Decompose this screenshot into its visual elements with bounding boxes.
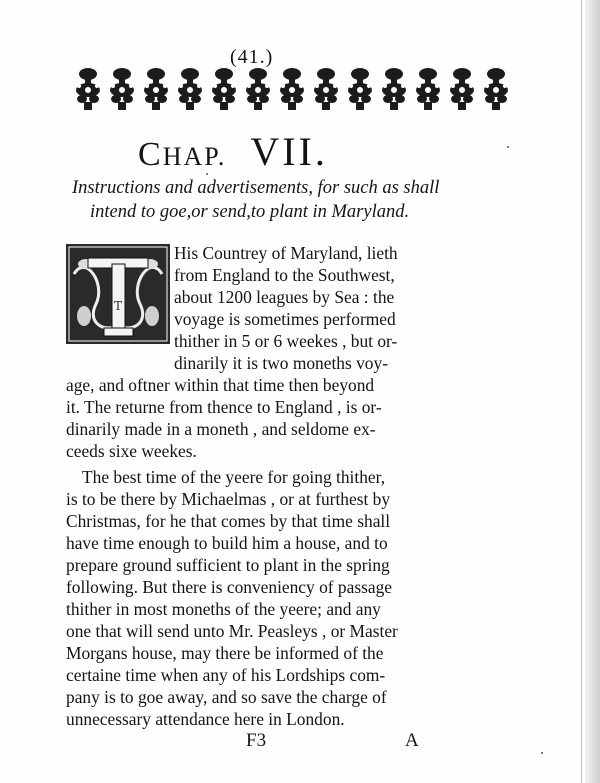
text-line: The best time of the yeere for going thither, [82, 467, 386, 487]
text-line: Christmas, for he that comes by that time shall [66, 511, 391, 531]
text-line: dinarily it is two moneths voy- [174, 353, 388, 373]
text-line: have time enough to build him a house, and to [66, 533, 388, 553]
text-line: about 1200 leagues by Sea : the [174, 287, 395, 307]
ornament-headpiece-icon [71, 66, 513, 112]
text-line: one that will send unto Mr. Peasleys , or Master [66, 621, 398, 641]
text-line: it. The returne from thence to England , is or- [66, 397, 382, 417]
page-number: (41.) [230, 46, 274, 68]
text-line: pany is to goe away, and so save the charge of [66, 687, 387, 707]
subtitle-line: Instructions and advertisements, for such as shall [72, 178, 440, 198]
text-line: thither in 5 or 6 weekes , but or- [174, 331, 398, 351]
text-line: Morgans house, may there be informed of the [66, 643, 384, 663]
signature-mark: F3 [246, 730, 267, 751]
chapter-heading-initial: C [138, 136, 163, 173]
drop-cap-letter: T [113, 299, 123, 313]
text-line: certaine time when any of his Lordships com- [66, 665, 386, 685]
text-line: unnecessary attendance here in London. [66, 709, 345, 729]
paper-speck [206, 173, 208, 175]
page-edge-line [581, 0, 582, 783]
subtitle-line: intend to goe,or send,to plant in Maryland. [90, 202, 410, 222]
text-line: voyage is sometimes performed [174, 309, 396, 329]
catchword: A [405, 730, 419, 751]
text-line: following. But there is conveniency of passage [66, 577, 392, 597]
text-line: dinarily made in a moneth , and seldome ex- [66, 419, 376, 439]
chapter-heading [138, 128, 328, 175]
paper-speck [541, 752, 543, 754]
text-line: thither in most moneths of the yeere; and any [66, 599, 381, 619]
text-line: age, and oftner within that time then beyond [66, 375, 375, 395]
text-line: from England to the Southwest, [174, 265, 395, 285]
text-line: ceeds sixe weekes. [66, 441, 197, 461]
chapter-numeral: VII. [250, 129, 328, 174]
page-edge-shadow [585, 0, 600, 783]
decorated-initial-t-icon [66, 244, 170, 344]
text-line: His Countrey of Maryland, lieth [174, 243, 398, 263]
text-line: is to be there by Michaelmas , or at furthest by [66, 489, 391, 509]
chapter-heading-word: HAP. [162, 142, 227, 171]
paper-speck [507, 146, 509, 148]
text-line: prepare ground sufficient to plant in the spring [66, 555, 390, 575]
